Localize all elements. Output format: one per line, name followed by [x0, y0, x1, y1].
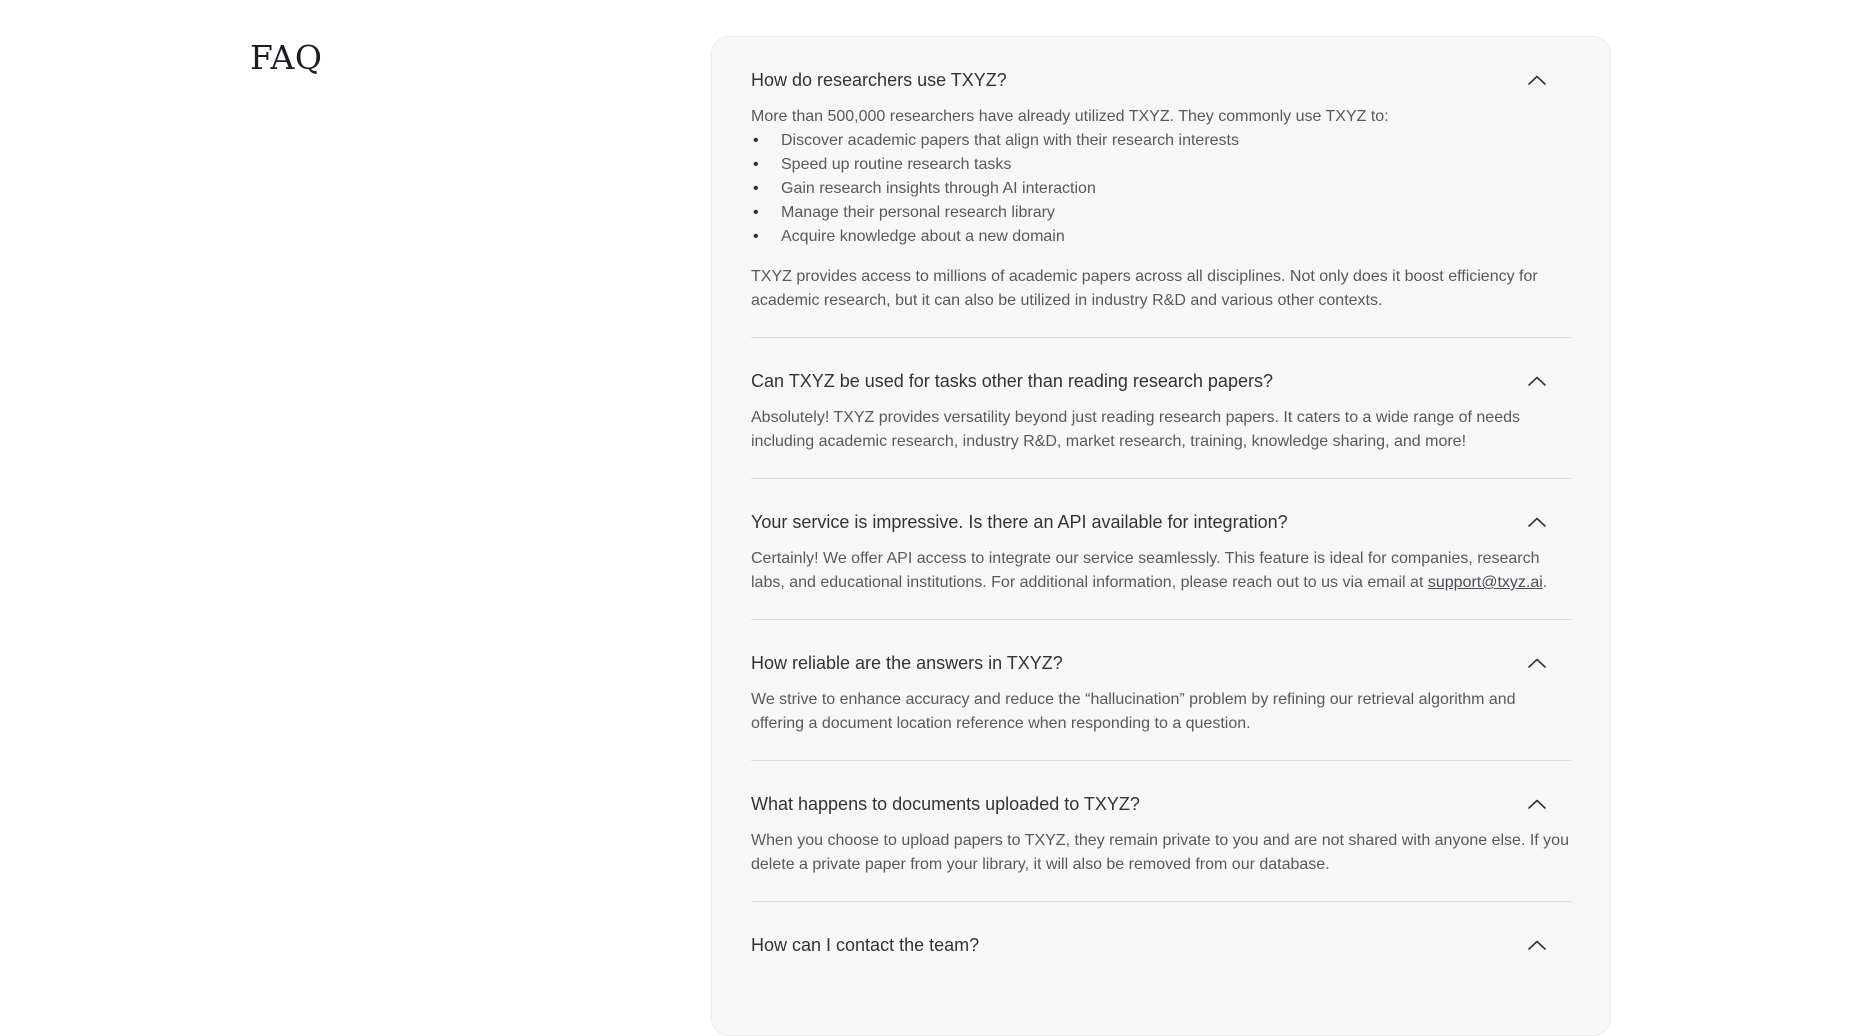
faq-answer: [751, 406, 1571, 454]
faq-answer: [751, 547, 1571, 595]
faq-question-text: How can I contact the team?: [751, 935, 980, 955]
faq-answer-suffix: .: [1542, 574, 1548, 591]
faq-item-uploaded-documents: [751, 783, 1571, 902]
faq-item-reliability: [751, 642, 1571, 761]
faq-question-toggle[interactable]: [751, 783, 1571, 825]
chevron-up-icon[interactable]: [1525, 369, 1549, 393]
faq-question-toggle[interactable]: [751, 360, 1571, 402]
list-item: • Gain research insights through AI interaction: [751, 177, 1571, 201]
faq-question-text: How reliable are the answers in TXYZ?: [751, 653, 1063, 673]
list-item: • Discover academic papers that align with their research interests: [751, 129, 1571, 153]
faq-answer-text: Absolutely! TXYZ provides versatility beyond just reading research papers. It caters to a wide range of needs including academic research, industry R&D, market research, training, knowledge sharing, and more!: [751, 409, 1520, 450]
faq-answer: [751, 829, 1571, 877]
faq-question-toggle[interactable]: [751, 59, 1571, 101]
list-item: • Acquire knowledge about a new domain: [751, 225, 1571, 249]
faq-answer: [751, 688, 1571, 736]
page-title: FAQ: [250, 38, 323, 77]
list-item: • Manage their personal research library: [751, 201, 1571, 225]
faq-question-toggle[interactable]: [751, 924, 1571, 966]
chevron-up-icon[interactable]: [1525, 651, 1549, 675]
faq-answer: [751, 105, 1571, 313]
faq-question-text: Your service is impressive. Is there an API available for integration?: [751, 512, 1288, 532]
faq-answer-list: [751, 129, 1571, 249]
faq-answer-text: We strive to enhance accuracy and reduce the “hallucination” problem by refining our retrieval algorithm and offering a document location reference when responding to a question.: [751, 691, 1516, 732]
faq-item-researchers-use: [751, 59, 1571, 338]
faq-question-toggle[interactable]: [751, 642, 1571, 684]
chevron-up-icon[interactable]: [1525, 510, 1549, 534]
faq-question-text: What happens to documents uploaded to TXYZ?: [751, 794, 1140, 814]
faq-accordion: [711, 36, 1611, 1036]
faq-answer-text: When you choose to upload papers to TXYZ, they remain private to you and are not shared with anyone else. If you delete a private paper from your library, it will also be removed from our database.: [751, 832, 1569, 873]
faq-item-contact: [751, 924, 1571, 990]
support-email-link[interactable]: support@txyz.ai: [1427, 574, 1543, 591]
chevron-up-icon[interactable]: [1525, 933, 1549, 957]
faq-question-text: How do researchers use TXYZ?: [751, 70, 1007, 90]
chevron-up-icon[interactable]: [1525, 68, 1549, 92]
faq-item-api: [751, 501, 1571, 620]
faq-answer-prefix: Certainly! We offer API access to integrate our service seamlessly. This feature is ideal for companies, research labs, and educational institutions. For additional information, please reach out to us via email at: [751, 550, 1540, 591]
faq-answer-intro: More than 500,000 researchers have already utilized TXYZ. They commonly use TXYZ to:: [751, 108, 1389, 125]
list-item: • Speed up routine research tasks: [751, 153, 1571, 177]
faq-item-other-tasks: [751, 360, 1571, 479]
faq-question-text: Can TXYZ be used for tasks other than reading research papers?: [751, 371, 1273, 391]
faq-answer-text: [751, 547, 1571, 595]
faq-question-toggle[interactable]: [751, 501, 1571, 543]
faq-answer-outro: TXYZ provides access to millions of academic papers across all disciplines. Not only does it boost efficiency for academic research, but it can also be utilized in industry R&D and various other contexts.: [751, 268, 1538, 309]
chevron-up-icon[interactable]: [1525, 792, 1549, 816]
